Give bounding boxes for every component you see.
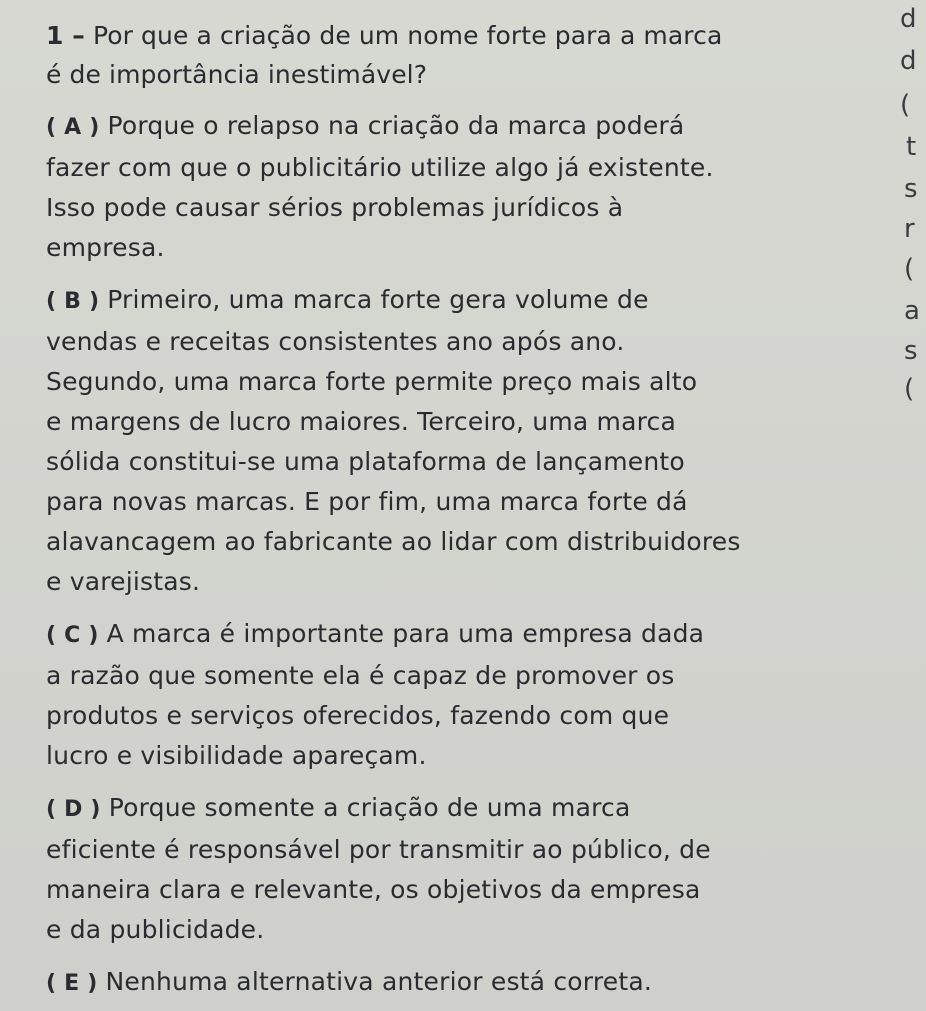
option-line: e varejistas.: [46, 567, 201, 596]
option-line: lucro e visibilidade apareçam.: [46, 741, 427, 770]
option-label: ( B ): [46, 289, 100, 314]
question-line: [46, 16, 890, 55]
option-line: a razão que somente ela é capaz de promover os: [46, 661, 675, 690]
margin-fragment: d: [900, 46, 917, 76]
option-line: empresa.: [46, 233, 165, 262]
option-line-text: Porque o relapso na criação da marca poderá: [107, 111, 685, 140]
option-line: [46, 962, 890, 1004]
option-line: eficiente é responsável por transmitir ao público, de: [46, 835, 711, 864]
option-line-text: Nenhuma alternativa anterior está correta.: [105, 967, 652, 996]
option-line: [46, 280, 890, 322]
option-line: para novas marcas. E por fim, uma marca forte dá: [46, 487, 688, 516]
option-line: sólida constitui-se uma plataforma de lançamento: [46, 447, 685, 476]
option-label: ( C ): [46, 623, 99, 648]
option-line: maneira clara e relevante, os objetivos da empresa: [46, 875, 701, 904]
margin-fragment: d: [900, 4, 917, 34]
option-line: e margens de lucro maiores. Terceiro, uma marca: [46, 407, 677, 436]
option-line: [46, 614, 890, 656]
option-line: [46, 106, 890, 148]
option-label: ( E ): [46, 971, 98, 996]
option-b: [46, 280, 890, 602]
option-d: [46, 788, 890, 950]
adjacent-column-fragments: [886, 0, 926, 1011]
option-label: ( D ): [46, 797, 101, 822]
option-line-text: Primeiro, uma marca forte gera volume de: [107, 285, 649, 314]
question-line: é de importância inestimável?: [46, 60, 428, 89]
margin-fragment: r: [904, 214, 915, 244]
question-line-text: Por que a criação de um nome forte para a marca: [92, 21, 723, 50]
question-block: [46, 16, 890, 1004]
option-line-text: A marca é importante para uma empresa dada: [106, 619, 705, 648]
option-line: vendas e receitas consistentes ano após ano.: [46, 327, 625, 356]
margin-fragment: t: [906, 132, 917, 162]
option-line: [46, 788, 890, 830]
option-line: produtos e serviços oferecidos, fazendo com que: [46, 701, 670, 730]
option-c: [46, 614, 890, 776]
margin-fragment: s: [904, 174, 918, 204]
question-text: [46, 16, 890, 94]
margin-fragment: (: [900, 90, 911, 120]
question-number: 1 –: [46, 21, 85, 50]
margin-fragment: (: [904, 254, 915, 284]
option-line: Segundo, uma marca forte permite preço mais alto: [46, 367, 698, 396]
margin-fragment: a: [904, 296, 920, 326]
option-line-text: Porque somente a criação de uma marca: [108, 793, 631, 822]
option-line: alavancagem ao fabricante ao lidar com distribuidores: [46, 527, 741, 556]
margin-fragment: s: [904, 336, 918, 366]
option-label: ( A ): [46, 115, 100, 140]
option-line: Isso pode causar sérios problemas jurídicos à: [46, 193, 624, 222]
option-line: e da publicidade.: [46, 915, 265, 944]
option-line: fazer com que o publicitário utilize algo já existente.: [46, 153, 714, 182]
option-e: [46, 962, 890, 1004]
margin-fragment: (: [904, 374, 915, 404]
option-a: [46, 106, 890, 268]
